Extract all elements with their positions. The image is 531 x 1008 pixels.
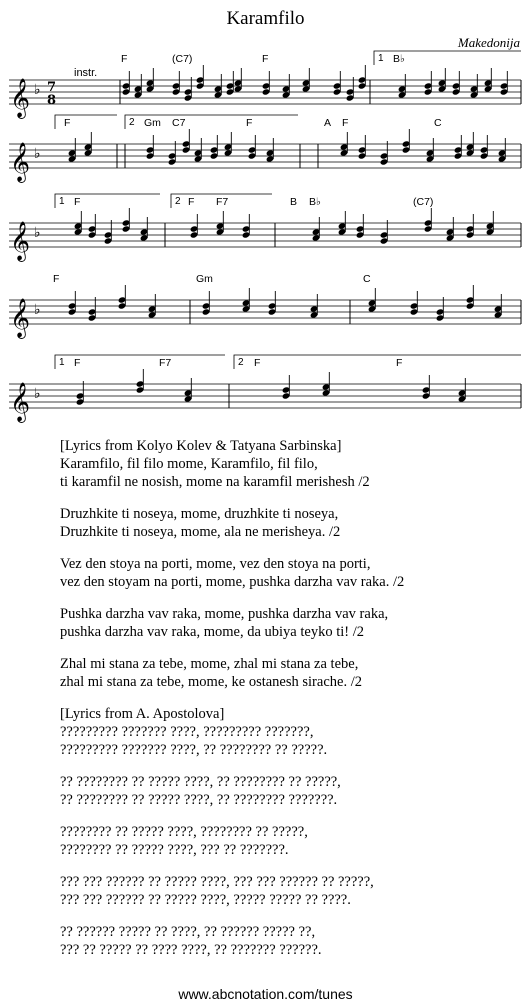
- lyrics-line: ????????? ??????? ????, ????????? ???????,: [60, 724, 314, 740]
- chord-symbol: F: [188, 196, 195, 208]
- music-score: [0, 0, 531, 440]
- origin-label: Makedonija: [457, 35, 520, 50]
- volta-bracket: [55, 355, 225, 369]
- lyrics-line: pushka darzha vav raka, mome, da ubiya teyko ti! /2: [60, 624, 364, 640]
- lyrics-line: ???????? ?? ????? ????, ???????? ?? ?????,: [60, 824, 308, 840]
- lyrics-block: [60, 437, 404, 959]
- lyrics-gap: [60, 491, 404, 505]
- chord-symbol: F: [53, 273, 60, 285]
- lyrics-gap: [60, 591, 404, 605]
- lyrics-gap: [60, 759, 404, 773]
- volta-number: 2: [129, 117, 135, 128]
- time-signature-bottom: 8: [47, 93, 57, 108]
- lyrics-line: ?? ???????? ?? ????? ????, ?? ???????? ???????.: [60, 792, 338, 808]
- lyrics-line: Zhal mi stana za tebe, mome, zhal mi stana za tebe,: [60, 656, 359, 672]
- volta-bracket: [234, 355, 521, 369]
- chord-symbol: (C7): [172, 53, 193, 65]
- lyrics-gap: [60, 809, 404, 823]
- lyrics-line: Vez den stoya na porti, mome, vez den stoya na porti,: [60, 556, 371, 572]
- lyrics-line: ti karamfil ne nosish, mome na karamfil merishesh /2: [60, 474, 370, 490]
- lyrics-line: ??? ??? ?????? ?? ????? ????, ????? ????? ?? ????.: [60, 892, 351, 908]
- lyrics-gap: [60, 859, 404, 873]
- chord-symbol: F: [74, 196, 81, 208]
- lyrics-line: ?? ?????? ????? ?? ????, ?? ?????? ????? ??,: [60, 924, 316, 940]
- lyrics-line: vez den stoyam na porti, mome, pushka darzha vav raka. /2: [60, 574, 405, 590]
- lyrics-line: Pushka darzha vav raka, mome, pushka darzha vav raka,: [60, 606, 389, 622]
- chord-symbol: F: [64, 117, 71, 129]
- flat-key-signature-icon: ♭: [34, 82, 41, 98]
- chord-symbol: F: [262, 53, 269, 65]
- chord-symbol: Gm: [144, 117, 161, 129]
- lyrics-gap: [60, 641, 404, 655]
- lyrics-line: [Lyrics from Kolyo Kolev & Tatyana Sarbinska]: [60, 438, 342, 454]
- lyrics-line: ????????? ??????? ????, ?? ???????? ?? ?????.: [60, 742, 328, 758]
- chord-symbol: F: [246, 117, 253, 129]
- flat-key-signature-icon: ♭: [34, 225, 41, 241]
- treble-clef-icon: 𝄞: [10, 142, 31, 182]
- chord-symbol: B♭: [309, 196, 321, 208]
- chord-symbol: F: [254, 357, 261, 369]
- flat-key-signature-icon: ♭: [34, 386, 41, 402]
- chord-symbol: C7: [172, 117, 186, 129]
- treble-clef-icon: 𝄞: [10, 78, 31, 118]
- volta-number: 1: [59, 357, 65, 368]
- time-signature-top: 7: [47, 80, 57, 95]
- chord-symbol: F: [342, 117, 349, 129]
- lyrics-line: zhal mi stana za tebe, mome, ke ostanesh sirache. /2: [60, 674, 362, 690]
- chord-symbol: B♭: [393, 53, 405, 65]
- treble-clef-icon: 𝄞: [10, 382, 31, 422]
- chord-symbol: A: [324, 117, 332, 129]
- chord-symbol: F: [396, 357, 403, 369]
- instrument-label: instr.: [74, 67, 98, 79]
- volta-number: 1: [378, 53, 384, 64]
- chord-symbol: F7: [216, 196, 229, 208]
- treble-clef-icon: 𝄞: [10, 221, 31, 261]
- footer-url[interactable]: www.abcnotation.com/tunes: [178, 986, 353, 1002]
- volta-number: 2: [238, 357, 244, 368]
- lyrics-gap: [60, 691, 404, 705]
- lyrics-line: ???????? ?? ????? ????, ??? ?? ???????.: [60, 842, 289, 858]
- lyrics-line: Druzhkite ti noseya, mome, ala ne merisheya. /2: [60, 524, 341, 540]
- lyrics-line: ??? ?? ????? ?? ???? ????, ?? ??????? ??????.: [60, 942, 322, 958]
- volta-bracket: [55, 194, 160, 208]
- tune-title: Karamfilo: [226, 8, 305, 29]
- lyrics-line: ??? ??? ?????? ?? ????? ????, ??? ??? ?????? ?? ?????,: [60, 874, 374, 890]
- chord-symbol: C: [434, 117, 442, 129]
- volta-number: 2: [175, 196, 181, 207]
- chord-symbol: F7: [159, 357, 172, 369]
- lyrics-gap: [60, 909, 404, 923]
- chord-symbol: Gm: [196, 273, 213, 285]
- lyrics-line: Karamfilo, fil filo mome, Karamfilo, fil filo,: [60, 456, 318, 472]
- chord-symbol: F: [74, 357, 81, 369]
- lyrics-line: ?? ???????? ?? ????? ????, ?? ???????? ?? ?????,: [60, 774, 341, 790]
- chord-symbol: (C7): [413, 196, 434, 208]
- flat-key-signature-icon: ♭: [34, 146, 41, 162]
- lyrics-line: Druzhkite ti noseya, mome, druzhkite ti noseya,: [60, 506, 339, 522]
- volta-number: 1: [59, 196, 65, 207]
- lyrics-gap: [60, 541, 404, 555]
- chord-symbol: F: [121, 53, 128, 65]
- chord-symbol: C: [363, 273, 371, 285]
- treble-clef-icon: 𝄞: [10, 298, 31, 338]
- flat-key-signature-icon: ♭: [34, 302, 41, 318]
- lyrics-line: [Lyrics from A. Apostolova]: [60, 706, 225, 722]
- chord-symbol: B: [290, 196, 298, 208]
